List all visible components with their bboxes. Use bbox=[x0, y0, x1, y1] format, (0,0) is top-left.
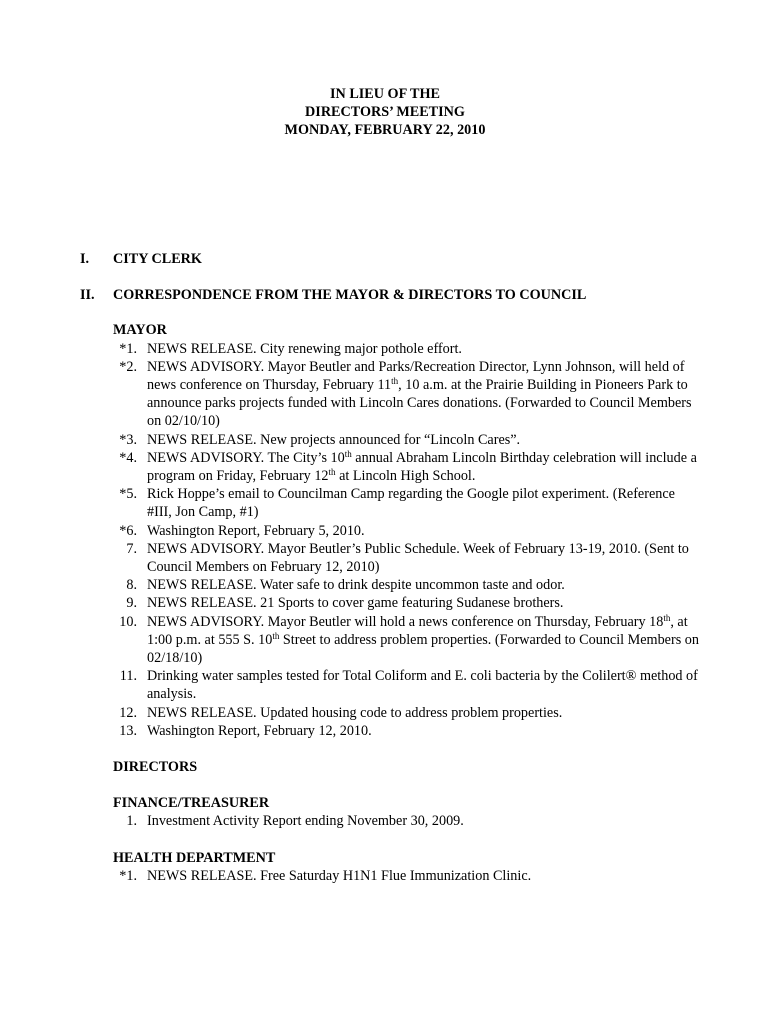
item-text: NEWS ADVISORY. Mayor Beutler’s Public Schedule. Week of February 13-19, 2010. (Sent to Council Members on February 12, 2010) bbox=[147, 540, 689, 576]
item-number: *1. bbox=[119, 340, 137, 357]
item-text: Washington Report, February 12, 2010. bbox=[147, 722, 372, 739]
item-number: 13. bbox=[119, 722, 137, 739]
item-text: NEWS RELEASE. 21 Sports to cover game featuring Sudanese brothers. bbox=[147, 595, 564, 612]
section-city-clerk bbox=[80, 250, 700, 268]
section-number: II. bbox=[80, 287, 95, 304]
list-item bbox=[113, 340, 700, 358]
list-item bbox=[113, 704, 700, 722]
mayor-heading: MAYOR bbox=[113, 322, 167, 339]
header-line-1: IN LIEU OF THE bbox=[330, 86, 440, 102]
health-item-list bbox=[113, 867, 700, 885]
item-number: *3. bbox=[119, 431, 137, 448]
item-number: 8. bbox=[126, 577, 137, 594]
item-text: NEWS ADVISORY. Mayor Beutler will hold a news conference on Thursday, February 18th, at 1:00 p.m. at 555 S. 10th Street to address problem properties. (Forwarded to Council Members on 02/18/10) bbox=[147, 612, 699, 667]
list-item bbox=[113, 576, 700, 594]
item-text: NEWS RELEASE. Free Saturday H1N1 Flue Immunization Clinic. bbox=[147, 867, 532, 884]
item-number: 1. bbox=[126, 813, 137, 830]
item-text: NEWS RELEASE. City renewing major pothole effort. bbox=[147, 340, 462, 357]
item-number: 7. bbox=[126, 540, 137, 557]
document-header bbox=[0, 85, 770, 140]
list-item bbox=[113, 613, 700, 668]
health-heading: HEALTH DEPARTMENT bbox=[113, 849, 276, 866]
item-text: NEWS RELEASE. Updated housing code to address problem properties. bbox=[147, 704, 563, 721]
item-text: NEWS RELEASE. New projects announced for “Lincoln Cares”. bbox=[147, 431, 521, 448]
section-title: CITY CLERK bbox=[113, 251, 202, 267]
list-item bbox=[113, 449, 700, 485]
list-item bbox=[113, 431, 700, 449]
list-item bbox=[113, 722, 700, 740]
item-text: Rick Hoppe’s email to Councilman Camp regarding the Google pilot experiment. (Reference #III, Jon Camp, #1) bbox=[147, 486, 675, 521]
directors-heading: DIRECTORS bbox=[113, 759, 198, 776]
header-line-3: MONDAY, FEBRUARY 22, 2010 bbox=[284, 122, 486, 139]
document-body bbox=[80, 250, 700, 885]
item-number: *4. bbox=[119, 449, 137, 466]
item-number: 10. bbox=[119, 613, 137, 630]
list-item bbox=[113, 812, 700, 830]
list-item bbox=[113, 667, 700, 703]
list-item bbox=[113, 485, 700, 521]
mayor-block bbox=[80, 321, 700, 885]
header-line-2: DIRECTORS’ MEETING bbox=[305, 104, 465, 121]
section-number: I. bbox=[80, 251, 90, 267]
item-number: 12. bbox=[119, 704, 137, 721]
finance-heading: FINANCE/TREASURER bbox=[113, 795, 270, 812]
item-text: Investment Activity Report ending November 30, 2009. bbox=[147, 813, 464, 830]
item-text: NEWS ADVISORY. Mayor Beutler and Parks/Recreation Director, Lynn Johnson, will held of news conference on Thursday, February 11th, 10 a.m. at the Prairie Building in Pioneers Park to announce parks projects funded with Lincoln Cares donations. (Forwarded to Council Members on 02/10/10) bbox=[147, 358, 692, 430]
item-text: Drinking water samples tested for Total Coliform and E. coli bacteria by the Colilert® method of analysis. bbox=[147, 668, 698, 703]
list-item bbox=[113, 540, 700, 576]
item-text: NEWS ADVISORY. The City’s 10th annual Abraham Lincoln Birthday celebration will include a program on Friday, February 12th at Lincoln High School. bbox=[147, 448, 697, 485]
mayor-item-list bbox=[113, 340, 700, 740]
section-correspondence bbox=[80, 286, 700, 304]
item-text: NEWS RELEASE. Water safe to drink despite uncommon taste and odor. bbox=[147, 577, 565, 594]
item-number: 11. bbox=[119, 668, 137, 685]
finance-item-list bbox=[113, 812, 700, 830]
list-item bbox=[113, 867, 700, 885]
item-number: *5. bbox=[119, 486, 137, 503]
list-item bbox=[113, 522, 700, 540]
item-number: *6. bbox=[119, 522, 137, 539]
list-item bbox=[113, 358, 700, 431]
item-number: *1. bbox=[119, 867, 137, 884]
item-number: *2. bbox=[119, 358, 137, 375]
item-text: Washington Report, February 5, 2010. bbox=[147, 522, 365, 539]
section-title: CORRESPONDENCE FROM THE MAYOR & DIRECTORS TO COUNCIL bbox=[113, 287, 587, 304]
list-item bbox=[113, 594, 700, 612]
item-number: 9. bbox=[126, 595, 137, 612]
